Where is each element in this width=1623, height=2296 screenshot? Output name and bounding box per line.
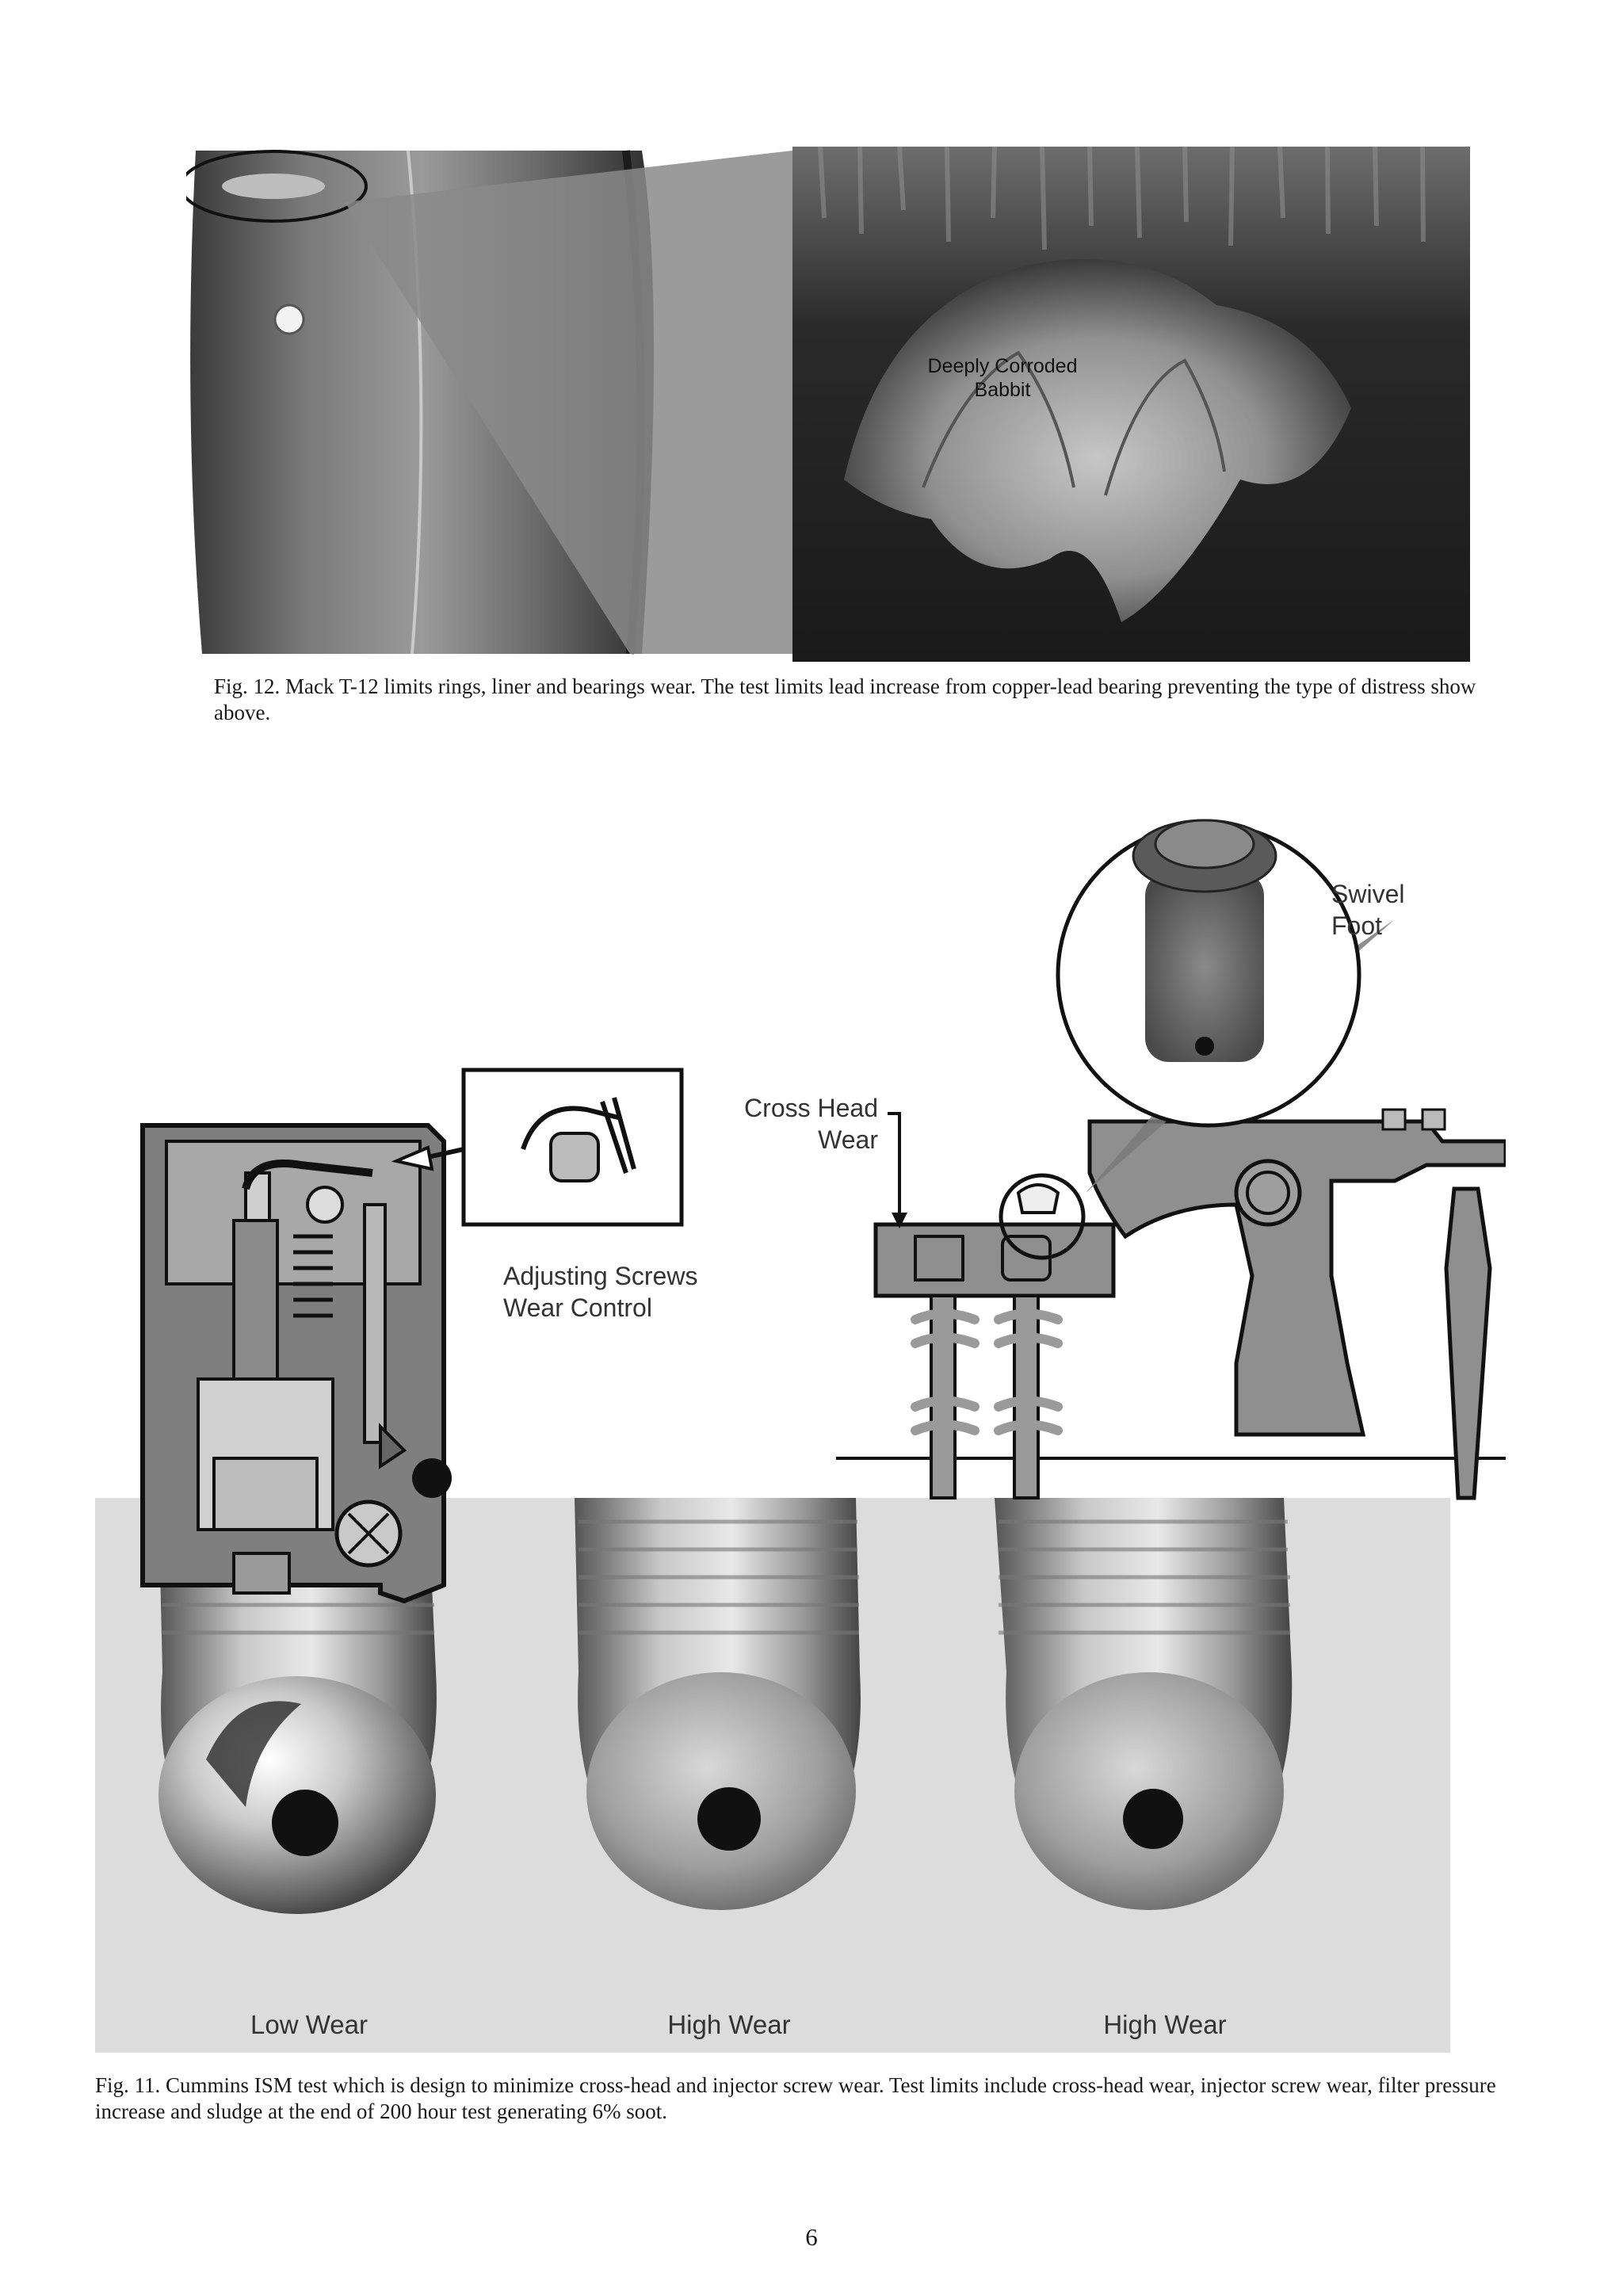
cross-head-wear-label bbox=[713, 1092, 878, 1156]
cross-head-wear-label-line-1: Cross Head bbox=[744, 1094, 878, 1122]
cross-head-wear-label-line-2: Wear bbox=[818, 1125, 878, 1154]
valve-train-diagram bbox=[836, 820, 1506, 1498]
screw-label-high-wear-1: High Wear bbox=[667, 2010, 791, 2039]
annotation-line-2: Babbit bbox=[974, 379, 1031, 401]
adjusting-screws-label-line-2: Wear Control bbox=[503, 1293, 652, 1322]
adjusting-screws-label-line-1: Adjusting Screws bbox=[503, 1262, 698, 1290]
fig11-figure bbox=[95, 761, 1506, 2061]
swivel-foot-label-line-1: Swivel bbox=[1331, 880, 1405, 908]
micrograph-annotation bbox=[911, 354, 1094, 402]
screw-label-low-wear: Low Wear bbox=[250, 2010, 368, 2039]
swivel-foot-label-line-2: Foot bbox=[1331, 911, 1383, 940]
engine-cross-section bbox=[143, 1125, 452, 1601]
swivel-foot-label bbox=[1331, 878, 1404, 942]
fig11-illustration bbox=[95, 761, 1506, 2061]
oil-hole bbox=[275, 305, 304, 334]
fig12-illustration bbox=[186, 147, 1470, 662]
adjusting-screws-label bbox=[503, 1260, 697, 1324]
annotation-line-1: Deeply Corroded bbox=[927, 355, 1078, 377]
fig12-caption: Fig. 12. Mack T-12 limits rings, liner and bearings wear. The test limits lead increase from copper-lead bearing preventing the type of distress show above. bbox=[214, 674, 1476, 724]
fig11-caption: Fig. 11. Cummins ISM test which is design to minimize cross-head and injector screw wear. Test limits include cross-head wear, injector screw wear, filter pressure increase and sludge at the end of 200 hour test generating 6% soot. bbox=[95, 2073, 1496, 2123]
page-number: 6 bbox=[805, 2223, 818, 2251]
fig12-figure bbox=[186, 147, 1470, 662]
screw-label-high-wear-2: High Wear bbox=[1103, 2010, 1227, 2039]
